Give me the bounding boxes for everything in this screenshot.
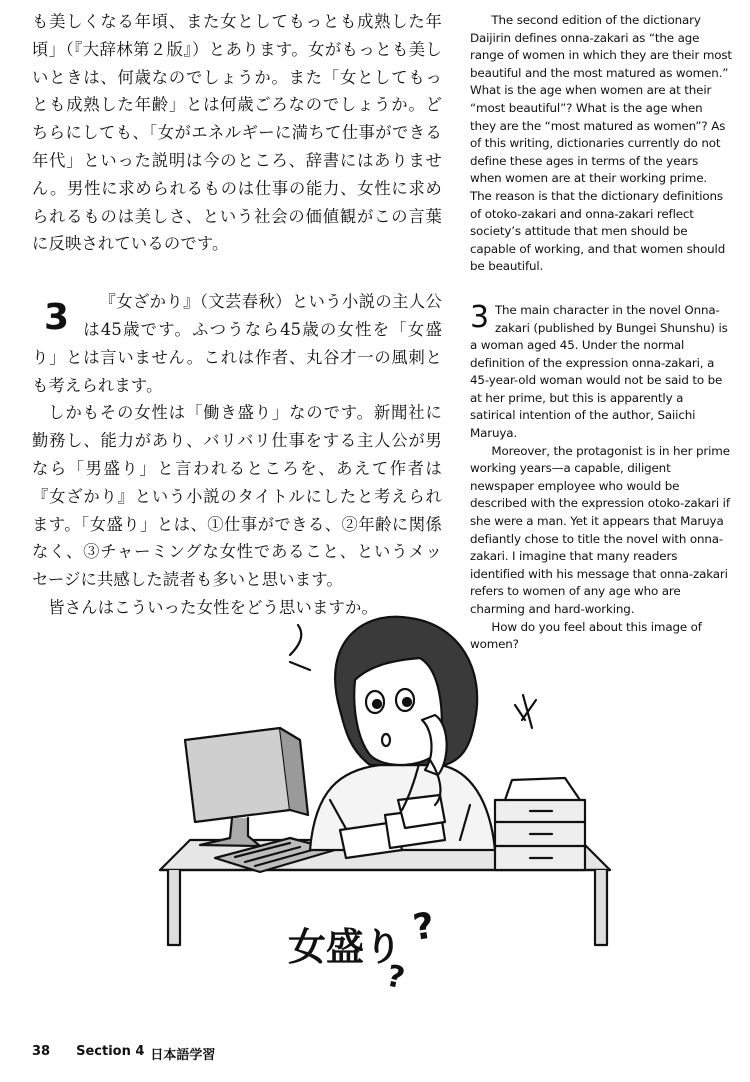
jp-section-number: 3 [44,297,70,339]
en-paragraph-4: How do you feel about this image of women? [470,619,702,652]
en-paragraph-1: The second edition of the dictionary Daijirin defines onna-zakari as “the age range of women in which they are their most beautiful and the most matured as women.” What is the age when women are at their “most beautiful”? What is the age when they are the “most matured as women”? As of this writing, dictionaries currently do not define these ages in terms of the years when women are at their working prime. The reason is that the dictionary definitions of otoko-zakari and onna-zakari reflect society’s attitude that men should be capable of working, and that women should be beautiful. [470,13,732,274]
section-title: 日本語学習 [150,1048,216,1063]
question-mark-icon: ? [383,958,408,997]
japanese-column [32,8,442,622]
question-mark-icon: ? [410,905,437,949]
section-heading [76,1044,215,1063]
section-label: Section 4 [76,1044,145,1059]
english-column [470,12,732,654]
caption-onna-zakari: 女盛り [287,925,403,969]
page-number: 38 [32,1044,51,1059]
en-section-number: 3 [470,299,489,335]
illustration-woman-at-desk [140,600,620,1020]
page-footer [32,1044,215,1063]
jp-paragraph-4: 皆さんはこういった女性をどう思いますか。 [48,597,378,617]
en-paragraph-2: The main character in the novel Onna-zakari (published by Bungei Shunshu) is a woman aged 45. Under the normal definition of the expression onna-zakari, a 45-year-old woman would not be said to be at her prime, but this is apparently a satirical intention of the author, Saiichi Maruya. [470,302,728,441]
jp-section-3 [32,288,442,399]
jp-paragraph-2: 『女ざかり』（文芸春秋）という小説の主人公は45歳です。ふつうなら45歳の女性を「女盛り」とは言いません。これは作者、丸谷才一の風刺とも考えられます。 [32,292,442,395]
jp-paragraph-1: も美しくなる年頃、また女としてもっとも成熟した年頃」（『大辞林第２版』）とあります。女がもっとも美しいときは、何歳なのでしょうか。また「女としてもっとも成熟した年齢」とは何歳ごろなのでしょうか。どちらにしても、「女がエネルギーに満ちて仕事ができる年代」といった説明は今のところ、辞書にはありません。男性に求められるものは仕事の能力、女性に求められるものは美しさ、という社会の価値観がこの言葉に反映されているのです。 [32,12,442,254]
jp-paragraph-3: しかもその女性は「働き盛り」なのです。新聞社に勤務し、能力があり、バリバリ仕事をする主人公が男なら「男盛り」と言われるところを、あえて作者は『女ざかり』という小説のタイトルにしたと考えられます。「女盛り」とは、①仕事ができる、②年齢に関係なく、③チャーミングな女性であること、というメッセージに共感した読者も多いと思います。 [32,403,442,590]
en-section-3 [470,299,732,443]
en-paragraph-3: Moreover, the protagonist is in her prime working years—a capable, diligent newspaper employee who would be described with the expression otoko-zakari if she were a man. Yet it appears that Maruya defiantly chose to title the novel with onna-zakari. I imagine that many readers identified with his message that onna-zakari refers to women of any age who are charming and hard-working. [470,443,730,616]
